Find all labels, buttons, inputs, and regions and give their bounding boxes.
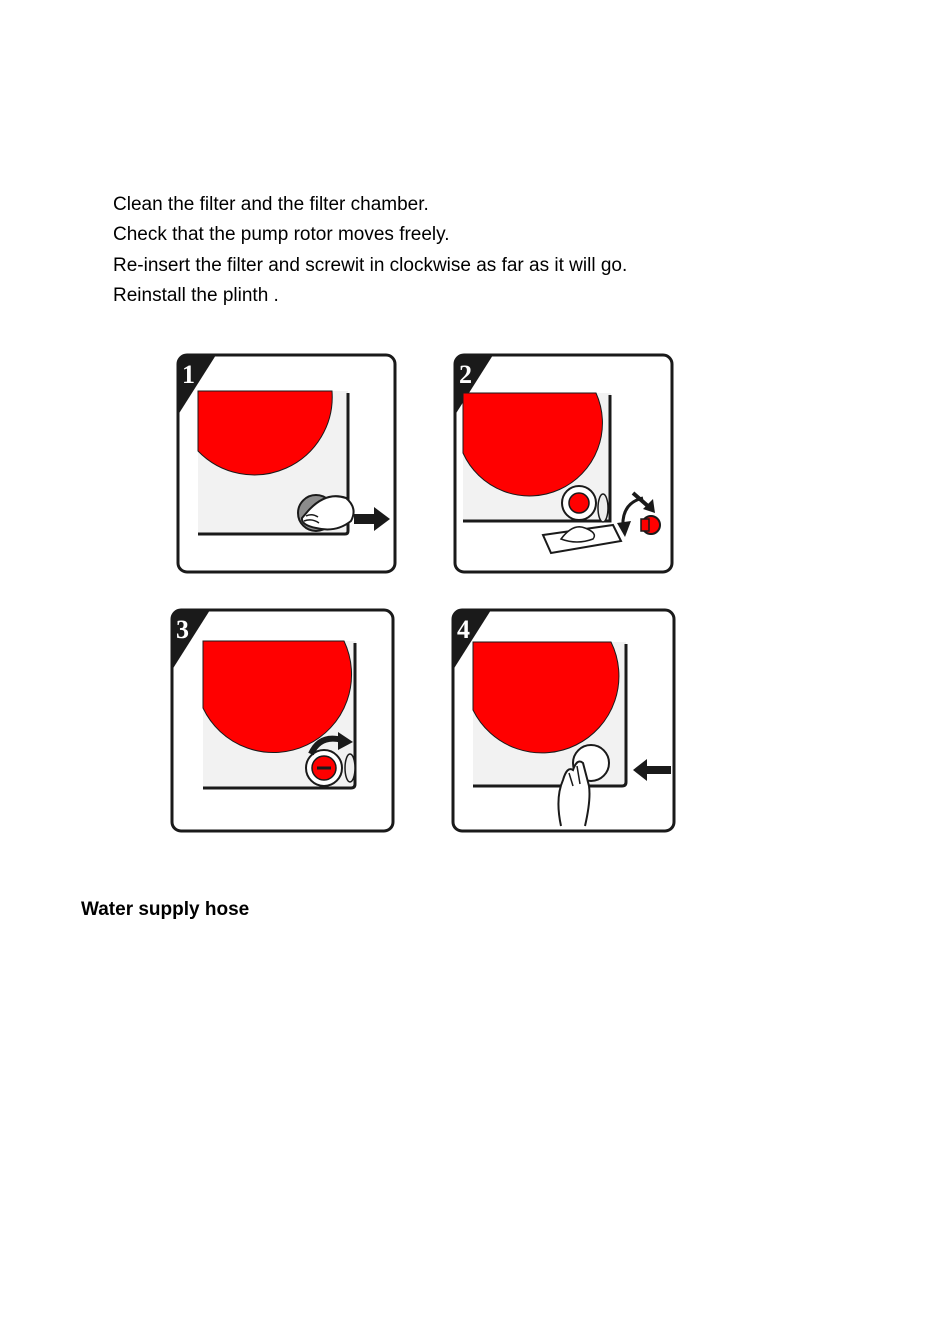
step-3-illustration xyxy=(170,608,396,834)
step-2-svg xyxy=(453,353,675,575)
step-1-illustration xyxy=(176,353,398,575)
instruction-list xyxy=(113,190,627,311)
step-4-illustration xyxy=(451,608,677,834)
step-1-svg xyxy=(176,353,398,575)
step-3-svg xyxy=(170,608,396,834)
instruction-item: Clean the filter and the filter chamber. xyxy=(113,194,429,215)
step-number: 1 xyxy=(182,360,195,389)
instruction-item: Re-insert the filter and screwit in clockwise as far as it will go. xyxy=(113,254,628,276)
step-2-illustration xyxy=(453,353,675,575)
step-number: 3 xyxy=(176,615,189,644)
instruction-item: Check that the pump rotor moves freely. xyxy=(113,224,450,246)
step-number: 4 xyxy=(457,615,470,644)
step-4-svg xyxy=(451,608,677,834)
section-heading: Water supply hose xyxy=(81,899,250,920)
step-number: 2 xyxy=(459,360,472,389)
instruction-item: Reinstall the plinth . xyxy=(113,284,279,306)
